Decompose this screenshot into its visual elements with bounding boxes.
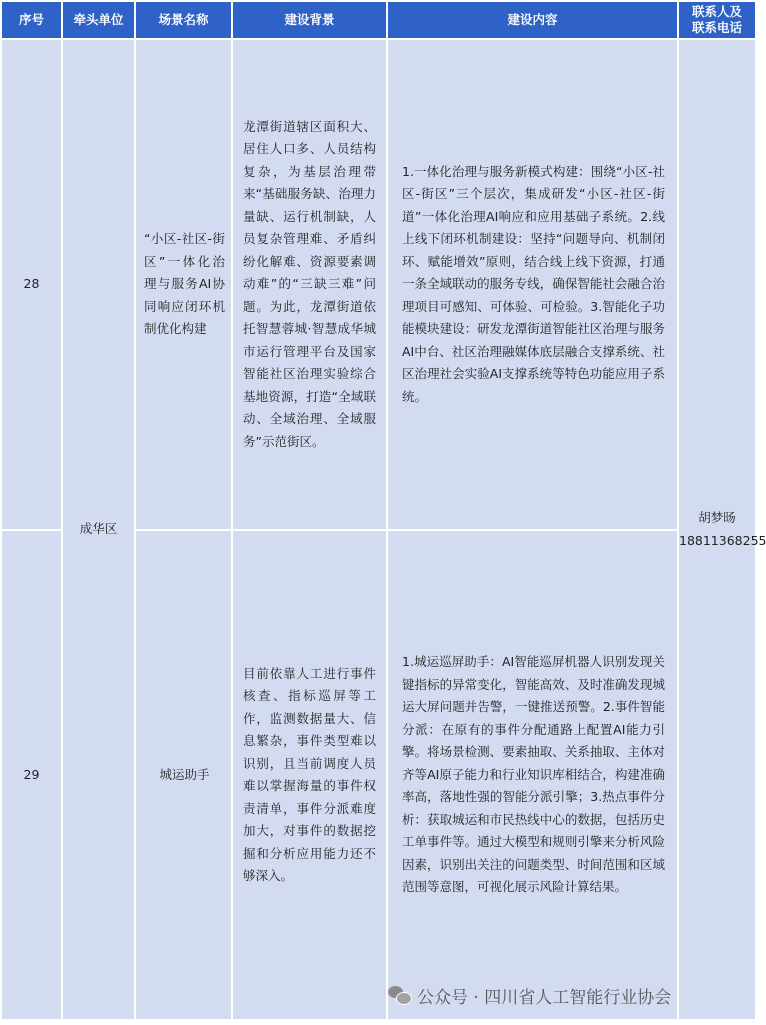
table-header-row <box>2 2 755 38</box>
row-seq: 29 <box>2 531 61 1019</box>
wechat-icon <box>388 986 410 1004</box>
contact-cell <box>679 40 766 1019</box>
header-scene-name: 场景名称 <box>136 2 231 38</box>
background-cell <box>233 531 386 1019</box>
content-text: 1.城运巡屏助手：AI智能巡屏机器人识别发现关键指标的异常变化，智能高效、及时准确发现城运大屏问题并告警，一键推送预警。2.事件智能分派：在原有的事件分配通路上配置AI能力引擎。将场景检测、要素抽取、关系抽取、主体对齐等AI原子能力和行业知识库相结合，构建准确率高，落地性强的智能分派引擎；3.热点事件分析：获取城运和市民热线中心的数据，包括历史工单事件等。通过大模型和规则引擎来分析风险因素，识别出关注的问题类型、时间范围和区域范围等意图，可视化展示风险计算结果。 <box>402 654 665 895</box>
scene-name-text: “小区-社区-街区”一体化治理与服务AI协同响应闭环机制优化构建 <box>144 231 225 337</box>
content-cell <box>388 40 677 529</box>
header-background: 建设背景 <box>233 2 386 38</box>
row-seq: 28 <box>2 40 61 529</box>
background-text: 龙潭街道辖区面积大、居住人口多、人员结构复杂，为基层治理带来“基础服务缺、治理力量缺、运行机制缺，人员复杂管理难、矛盾纠纷化解难、资源要素调动难”的“三缺三难”问题。为此，龙潭街道依托智慧蓉城·智慧成华城市运行管理平台及国家智能社区治理实验综合基地资源，打造“全域联动、全域治理、全域服务”示范街区。 <box>243 118 376 449</box>
header-content: 建设内容 <box>388 2 677 38</box>
header-contact <box>679 2 755 38</box>
header-lead-unit: 牵头单位 <box>63 2 134 38</box>
background-cell <box>233 40 386 529</box>
scene-name-cell <box>136 40 231 529</box>
table-row <box>2 40 755 529</box>
watermark <box>388 982 671 1008</box>
content-text: 1.一体化治理与服务新模式构建：围绕“小区-社区-街区”三个层次，集成研发“小区-社区-街道”一体化治理AI响应和应用基础子系统。2.线上线下闭环机制建设：坚持“问题导向、机制闭环、赋能增效”原则，结合线上线下资源，打通一条全域联动的服务专线，确保智能社会融合治理项目可感知、可体验、可检验。3.智能化子功能模块建设：研发龙潭街道智能社区治理与服务AI中台、社区治理融媒体底层融合支撑系统、社区治理社会实验AI支撑系统等特色功能应用子系统。 <box>402 163 665 404</box>
watermark-text: 公众号 · 四川省人工智能行业协会 <box>417 987 672 1008</box>
scene-name-cell <box>136 531 231 1019</box>
header-contact-line2: 联系电话 <box>691 20 742 35</box>
lead-unit-cell: 成华区 <box>63 40 134 1019</box>
scene-name-text: 城运助手 <box>159 766 210 782</box>
header-contact-line1: 联系人及 <box>691 4 742 19</box>
content-cell <box>388 531 677 1019</box>
header-seq: 序号 <box>2 2 61 38</box>
contact-name: 胡梦旸 <box>698 510 736 525</box>
contact-phone: 18811368255 <box>679 532 766 548</box>
background-text: 目前依靠人工进行事件核查、指标巡屏等工作，监测数据量大、信息繁杂，事件类型难以识别，且当前调度人员难以掌握海量的事件权责清单，事件分派难度加大，对事件的数据挖掘和分析应用能力还不够深入。 <box>243 665 376 883</box>
